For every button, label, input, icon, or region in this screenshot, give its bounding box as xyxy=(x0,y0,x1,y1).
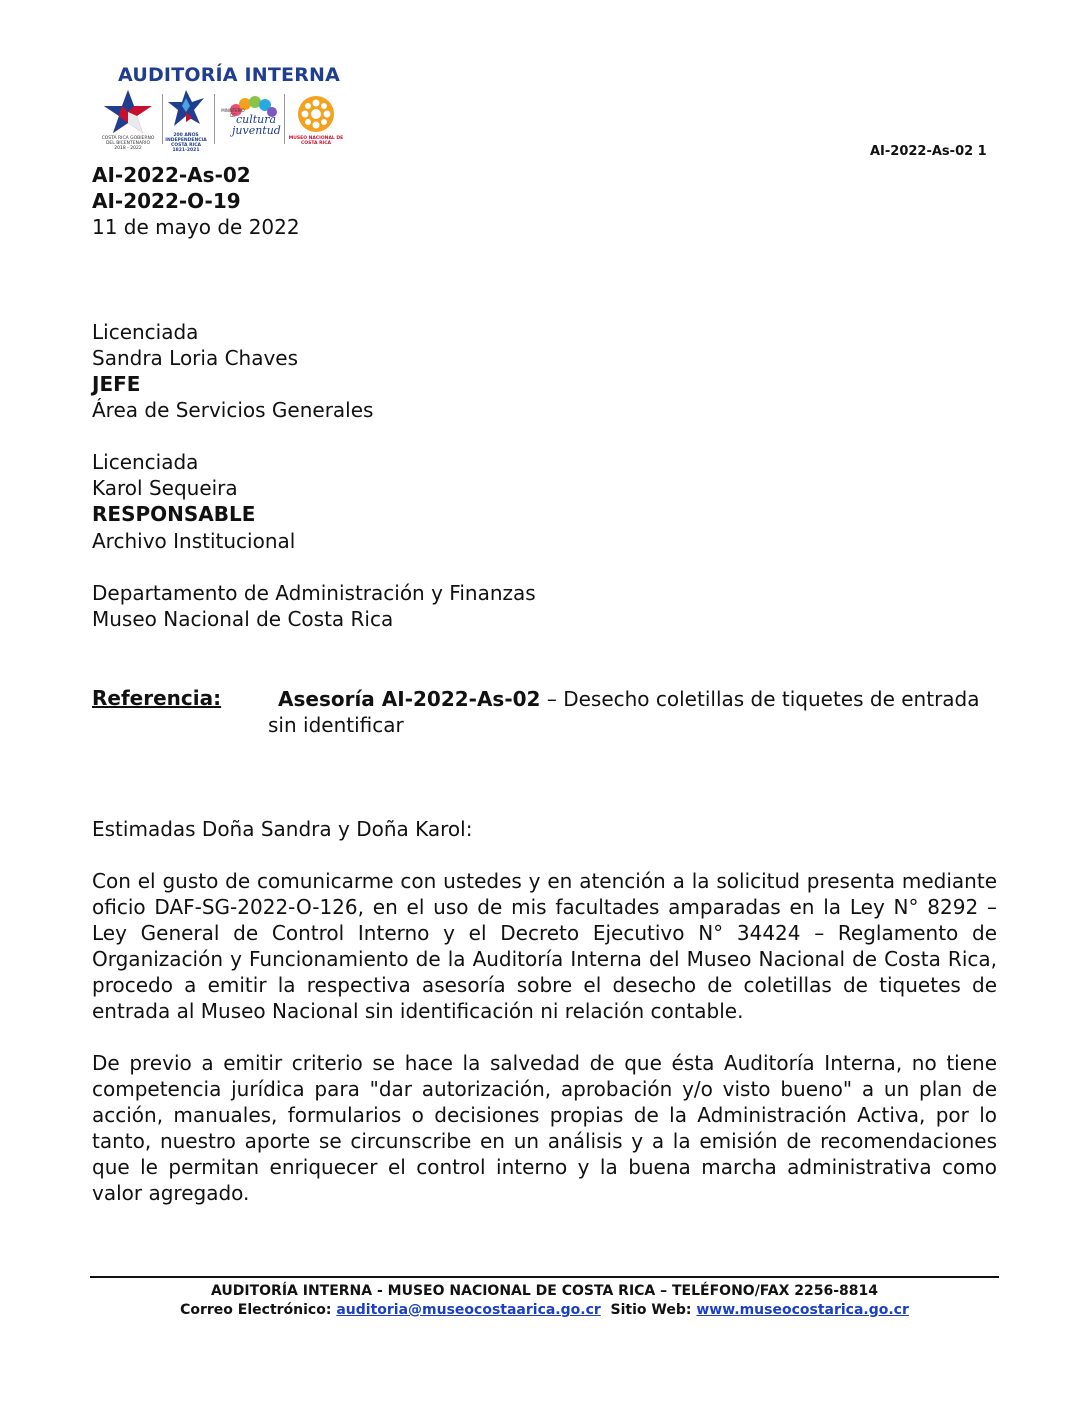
footer-web-label: Sitio Web: xyxy=(600,1302,697,1318)
logo-title: AUDITORÍA INTERNA xyxy=(118,64,341,86)
logo-strip xyxy=(100,88,345,156)
footer-email-link[interactable]: auditoria@museocostaarica.go.cr xyxy=(336,1302,601,1318)
recipient-2-name: Karol Sequeira xyxy=(92,476,238,500)
reference-label: Referencia: xyxy=(92,686,222,710)
greeting: Estimadas Doña Sandra y Doña Karol: xyxy=(92,817,473,841)
recipient-1-unit: Área de Servicios Generales xyxy=(92,398,374,422)
footer-web-link[interactable]: www.museocostarica.go.cr xyxy=(696,1302,909,1318)
reference-text xyxy=(268,686,998,738)
recipient-2-role: RESPONSABLE xyxy=(92,502,256,526)
museo-nacional-sun-icon xyxy=(296,94,336,134)
recipient-1-role: JEFE xyxy=(92,372,141,396)
bicentenario-hummingbird-icon xyxy=(166,88,206,132)
logo-4-caption: MUSEO NACIONAL DE COSTA RICA xyxy=(288,136,344,146)
reference-bold: Asesoría AI-2022-As-02 xyxy=(278,687,541,711)
ref-code-1: AI-2022-As-02 xyxy=(92,163,251,187)
institution: Museo Nacional de Costa Rica xyxy=(92,607,394,631)
department: Departamento de Administración y Finanzas xyxy=(92,581,536,605)
recipient-2-title: Licenciada xyxy=(92,450,199,474)
logo-3-caption-top: MINISTERIO DE xyxy=(221,108,245,118)
paragraph-2: De previo a emitir criterio se hace la salvedad de que ésta Auditoría Interna, no tiene competencia jurídica para "dar autorización, aprobación y/o visto bueno" a un plan de acción, manuales, formularios o decisiones propias de la Administración Activa, por lo tanto, nuestro aporte se circunscribe en un análisis y a la emisión de recomendaciones que le permitan enriquecer el control interno y la buena marcha administrativa como valor agregado. xyxy=(92,1051,997,1205)
logo-3-word-juventud: juventud xyxy=(232,124,281,137)
letter-date: 11 de mayo de 2022 xyxy=(92,215,300,239)
ref-code-2: AI-2022-O-19 xyxy=(92,189,241,213)
recipient-2-unit: Archivo Institucional xyxy=(92,529,296,553)
logo-3-word-cultura: cultura xyxy=(236,113,277,126)
footer-email-label: Correo Electrónico: xyxy=(180,1302,337,1318)
recipient-1-title: Licenciada xyxy=(92,320,199,344)
logo-1-caption: COSTA RICA GOBIERNO DEL BICENTENARIO 2018 - 2022 xyxy=(101,136,155,151)
recipient-1-name: Sandra Loria Chaves xyxy=(92,346,299,370)
paragraph-1: Con el gusto de comunicarme con ustedes y en atención a la solicitud presenta mediante oficio DAF-SG-2022-O-126, en el uso de mis facultades amparadas en la Ley N° 8292 – Ley General de Control Interno y el Decreto Ejecutivo N° 34424 – Reglamento de Organización y Funcionamiento de la Auditoría Interna del Museo Nacional de Costa Rica, procedo a emitir la respectiva asesoría sobre el desecho de coletillas de tiquetes de entrada al Museo Nacional sin identificación ni relación contable. xyxy=(92,869,997,1023)
footer-line-2 xyxy=(90,1302,999,1318)
logo-2-caption: 200 AÑOS INDEPENDENCIA COSTA RICA 1821-2021 xyxy=(165,133,207,153)
reference-rest: – Desecho coletillas de tiquetes de entrada sin identificar xyxy=(268,687,980,737)
footer-line-1: AUDITORÍA INTERNA - MUSEO NACIONAL DE COSTA RICA – TELÉFONO/FAX 2256-8814 xyxy=(210,1283,879,1299)
page-code: AI-2022-As-02 1 xyxy=(870,144,987,159)
footer-divider xyxy=(90,1276,999,1278)
costa-rica-star-icon xyxy=(102,88,154,136)
